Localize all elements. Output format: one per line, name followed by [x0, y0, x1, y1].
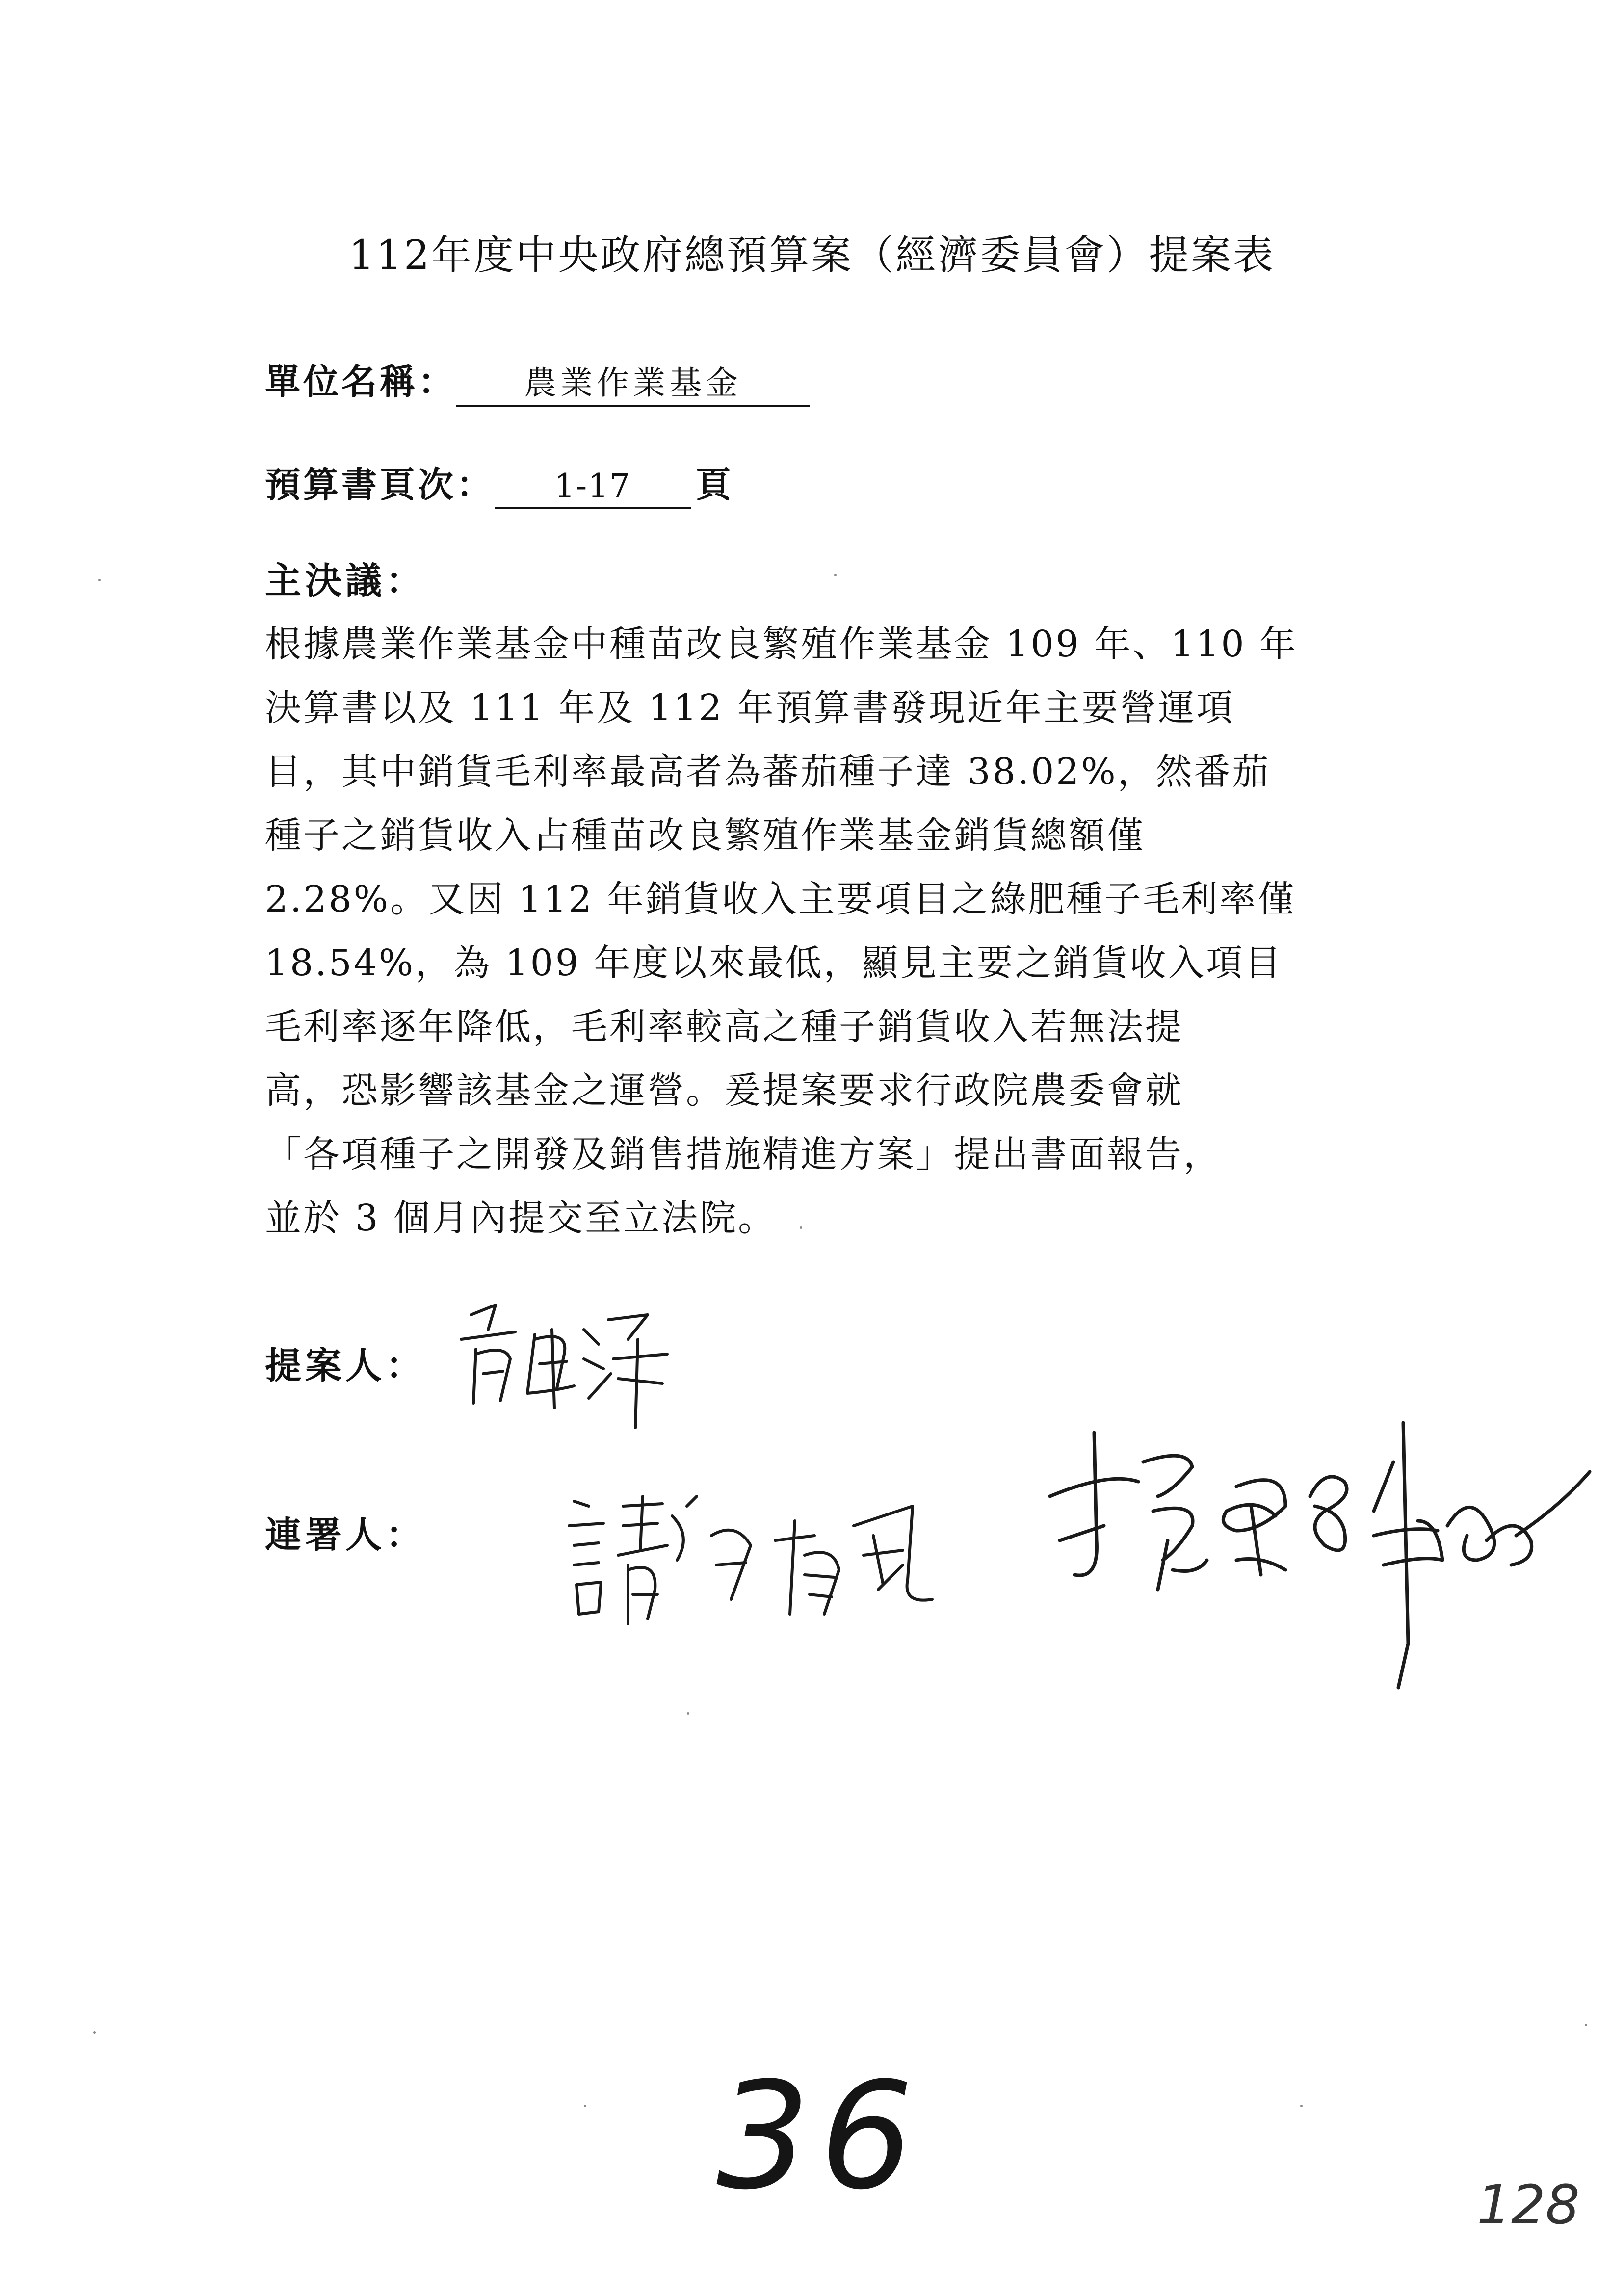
scan-speck	[1585, 2024, 1587, 2026]
page-reference-field	[265, 456, 731, 509]
handwritten-page-number: 36	[716, 2051, 923, 2222]
resolution-body	[265, 612, 1408, 1250]
resolution-line: 毛利率逐年降低，毛利率較高之種子銷貨收入若無法提	[265, 1006, 1183, 1048]
scan-speck	[834, 574, 837, 576]
resolution-line: 2.28%。又因 112 年銷貨收入主要項目之綠肥種子毛利率僅	[265, 878, 1296, 920]
cosigner-label: 連署人：	[265, 1514, 426, 1556]
folio-number: 128	[1477, 2173, 1580, 2236]
unit-value: 農業作業基金	[456, 357, 810, 407]
main-resolution-heading: 主決議：	[265, 560, 426, 602]
resolution-line: 根據農業作業基金中種苗改良繁殖作業基金 109 年、110 年	[265, 623, 1298, 665]
scan-speck	[98, 579, 101, 581]
scan-speck	[687, 1712, 689, 1715]
resolution-line: 「各項種子之開發及銷售措施精進方案」提出書面報告，	[265, 1133, 1222, 1175]
resolution-line: 並於 3 個月內提交至立法院。	[265, 1197, 777, 1239]
resolution-line: 決算書以及 111 年及 112 年預算書發現近年主要營運項	[265, 687, 1235, 729]
resolution-line: 18.54%，為 109 年度以來最低，顯見主要之銷貨收入項目	[265, 942, 1283, 984]
page-reference-value: 1-17	[495, 467, 691, 509]
scan-speck	[800, 1226, 802, 1229]
page-reference-suffix: 頁	[696, 464, 732, 505]
resolution-line: 高，恐影響該基金之運營。爰提案要求行政院農委會就	[265, 1070, 1183, 1112]
resolution-line: 目，其中銷貨毛利率最高者為蕃茄種子達 38.02%，然番茄	[265, 751, 1271, 793]
proposer-signature	[442, 1285, 697, 1433]
resolution-line: 種子之銷貨收入占種苗改良繁殖作業基金銷貨總額僅	[265, 814, 1145, 857]
cosigner-signature-2	[1030, 1413, 1599, 1747]
proposer-label: 提案人：	[265, 1345, 426, 1387]
scan-speck	[1300, 2105, 1303, 2107]
page-title: 112年度中央政府總預算案（經濟委員會）提案表	[348, 232, 1276, 279]
scan-speck	[93, 2031, 96, 2034]
scan-speck	[584, 2105, 586, 2107]
unit-field	[265, 353, 810, 407]
cosigner-signature-1	[559, 1477, 981, 1639]
unit-label: 單位名稱：	[265, 361, 457, 402]
page-reference-label: 預算書頁次：	[265, 464, 495, 505]
